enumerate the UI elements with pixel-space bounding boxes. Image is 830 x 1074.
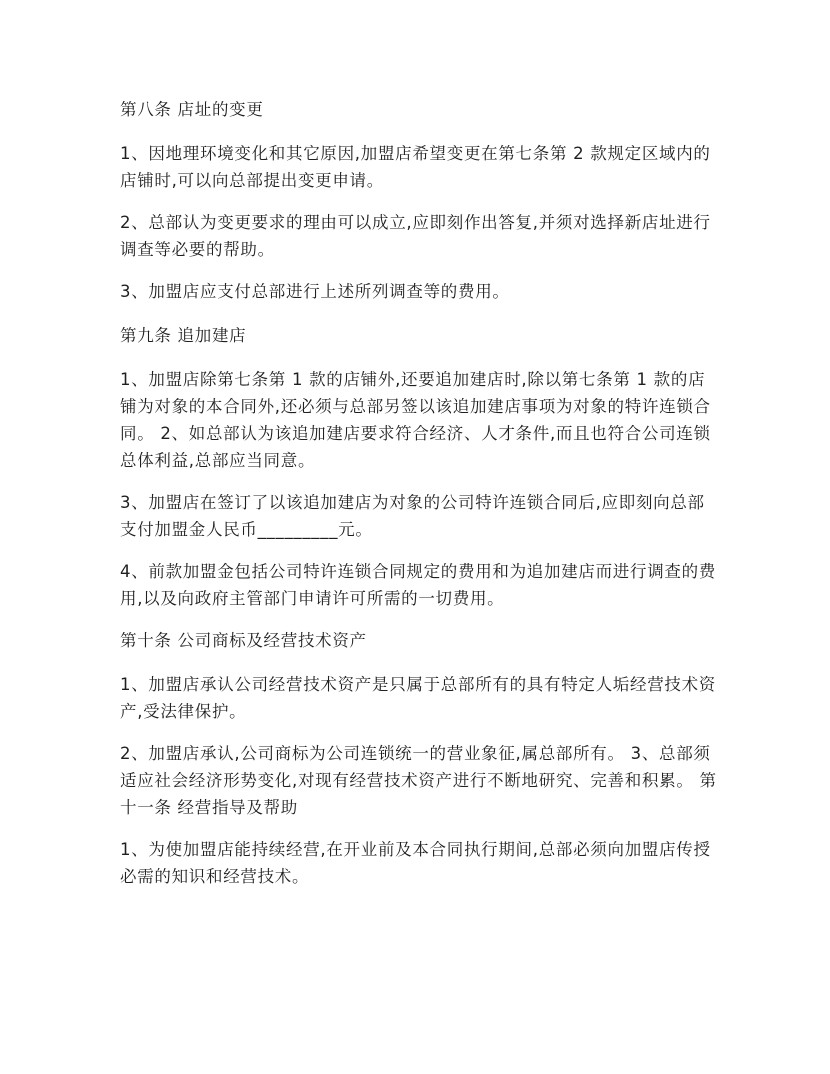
article-9-heading: 第九条 追加建店 bbox=[120, 326, 247, 345]
article-11-clause-1: 1、为使加盟店能持续经营,在开业前及本合同执行期间,总部必须向加盟店传授必需的知识和经营技术。 bbox=[120, 840, 711, 886]
article-10-clause-1: 1、加盟店承认公司经营技术资产是只属于总部所有的具有特定人垢经营技术资产,受法律保护。 bbox=[120, 675, 716, 721]
article-10-heading: 第十条 公司商标及经营技术资产 bbox=[120, 631, 367, 650]
article-9-clause-4: 4、前款加盟金包括公司特许连锁合同规定的费用和为追加建店而进行调查的费用,以及向政府主管部门申请许可所需的一切费用。 bbox=[120, 562, 716, 608]
document-body bbox=[120, 96, 720, 905]
article-8-clause-2: 2、总部认为变更要求的理由可以成立,应即刻作出答复,并须对选择新店址进行调查等必要的帮助。 bbox=[120, 213, 711, 259]
article-8-clause-3: 3、加盟店应支付总部进行上述所列调查等的费用。 bbox=[120, 282, 510, 301]
article-8-clause-1: 1、因地理环境变化和其它原因,加盟店希望变更在第七条第 2 款规定区域内的店铺时,可以向总部提出变更申请。 bbox=[120, 144, 711, 190]
article-9-clause-3: 3、加盟店在签订了以该追加建店为对象的公司特许连锁合同后,应即刻向总部支付加盟金人民币_________元。 bbox=[120, 493, 705, 539]
article-9-clause-1-2: 1、加盟店除第七条第 1 款的店铺外,还要追加建店时,除以第七条第 1 款的店铺为对象的本合同外,还必须与总部另签以该追加建店事项为对象的特许连锁合同。 2、如总部认为该追加建店要求符合经济、人才条件,而且也符合公司连锁总体利益,总部应当同意。 bbox=[120, 370, 711, 470]
article-8-heading: 第八条 店址的变更 bbox=[120, 100, 264, 119]
article-10-clause-2-3: 2、加盟店承认,公司商标为公司连锁统一的营业象征,属总部所有。 3、总部须适应社会经济形势变化,对现有经营技术资产进行不断地研究、完善和积累。 第十一条 经营指导及帮助 bbox=[120, 744, 717, 817]
